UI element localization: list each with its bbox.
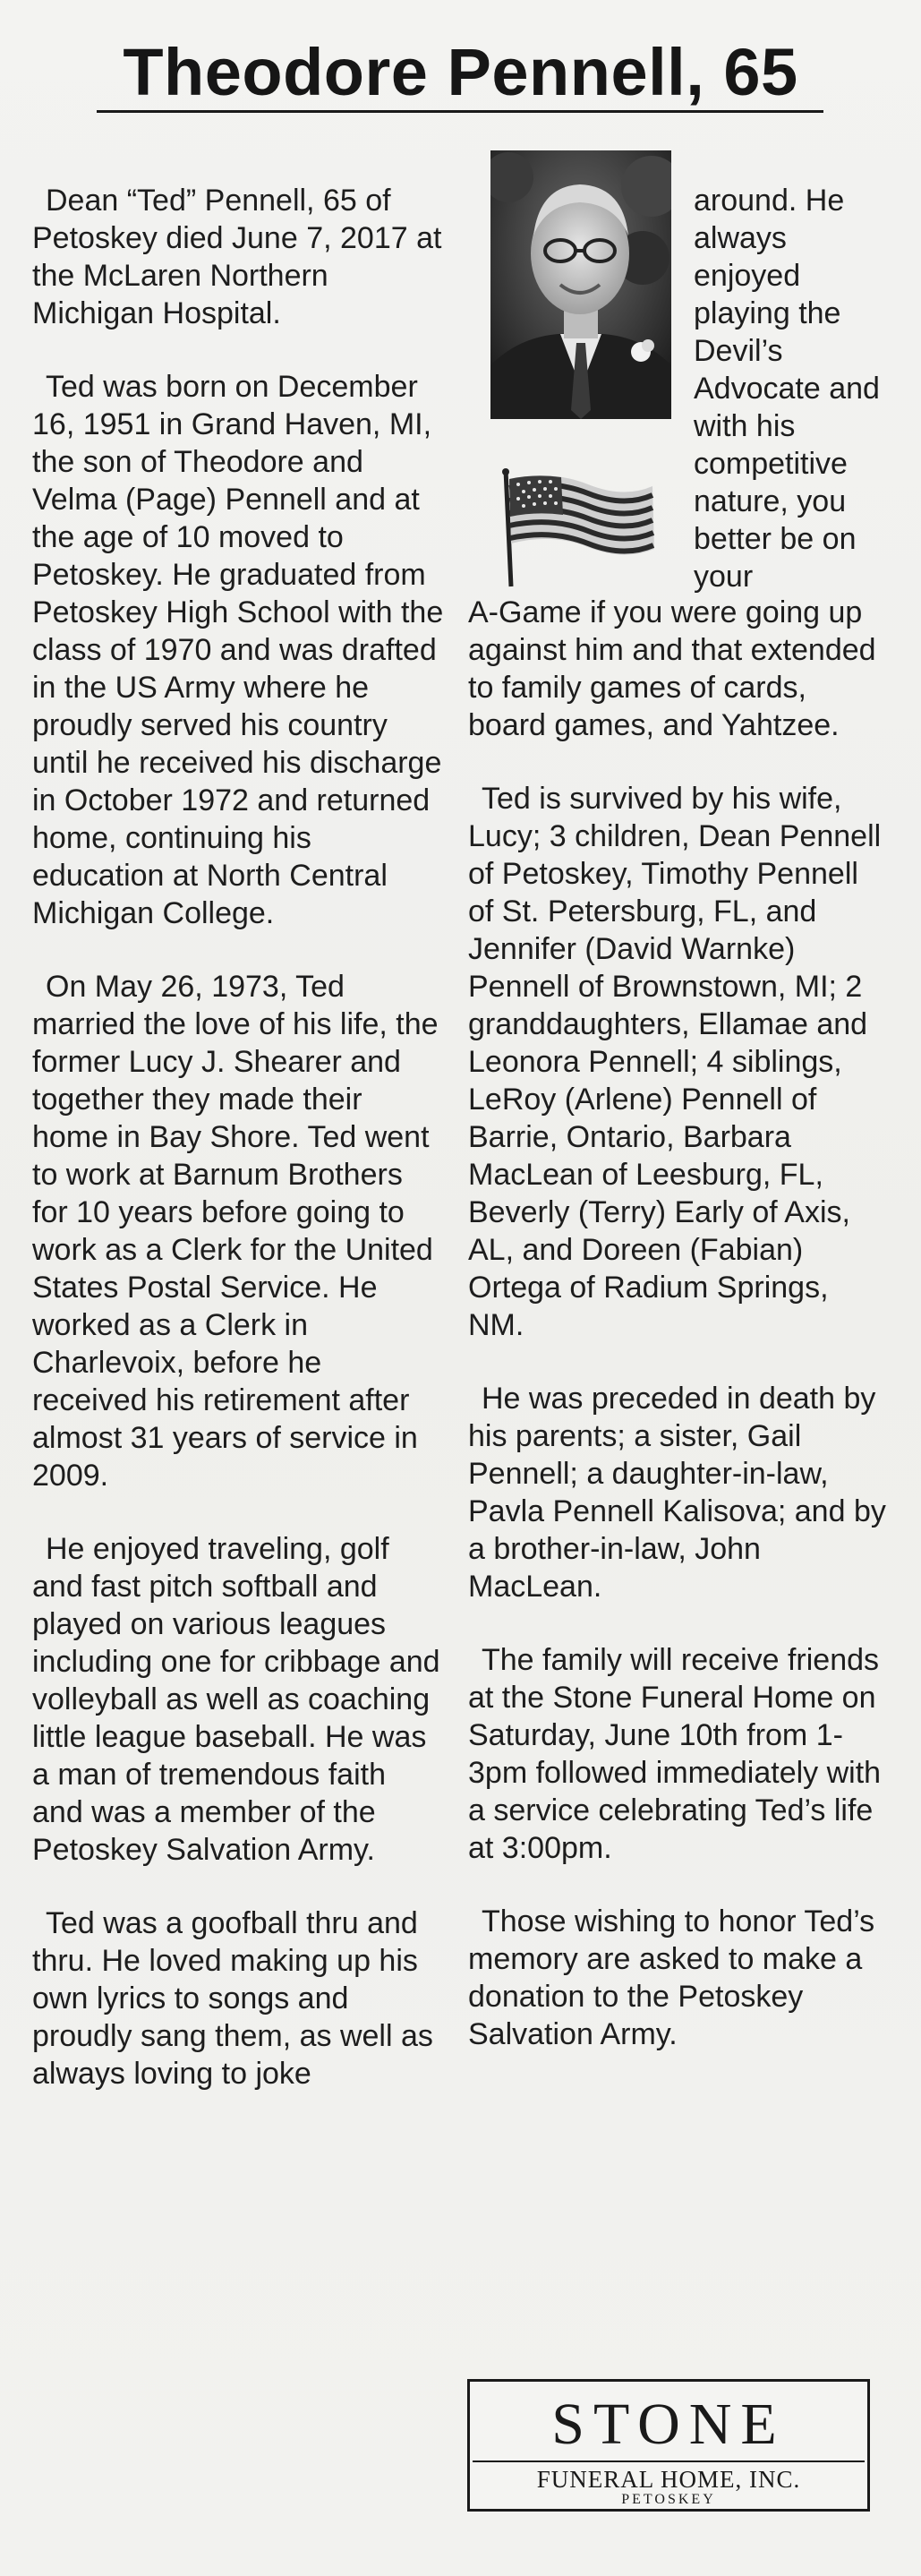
left-column <box>32 182 444 2128</box>
right-column <box>468 594 889 2089</box>
logo-name: STONE <box>551 2392 786 2457</box>
right-top-column <box>694 182 886 631</box>
logo-city: PETOSKEY <box>621 2492 716 2507</box>
paragraph-preceded: He was preceded in death by his parents; a sister, Gail Pennell; a daughter-in-law, Pavla Pennell Kalisova; and by a brother-in-law, John MacLean. <box>468 1382 886 1604</box>
paragraph-services: The family will receive friends at the Stone Funeral Home on Saturday, June 10th from 1-3pm followed immediately with a service celebrating Ted’s life at 3:00pm. <box>468 1643 882 1865</box>
paragraph-personality-continued: around. He always enjoyed playing the Devil’s Advocate and with his competitive nature, you better be on your <box>694 184 880 594</box>
obituary-title: Theodore Pennell, 65 <box>123 35 798 109</box>
paragraph-personality-end: A-Game if you were going up against him and that extended to family games of cards, board games, and Yahtzee. <box>468 595 876 742</box>
paragraph-marriage-career: On May 26, 1973, Ted married the love of his life, the former Lucy J. Shearer and together they made their home in Bay Shore. Ted went to work at Barnum Brothers for 10 years before going to work as a Clerk for the United States Postal Service. He worked as a Clerk in Charlevoix, before he received his retirement after almost 31 years of service in 2009. <box>32 970 439 1493</box>
paragraph-personality: Ted was a goofball thru and thru. He loved making up his own lyrics to songs and proudly sang them, as well as always loving to joke <box>32 1906 433 2091</box>
logo-divider <box>473 2460 865 2462</box>
paragraph-hobbies: He enjoyed traveling, golf and fast pitch softball and played on various leagues including one for cribbage and volleyball as well as coaching little league baseball. He was a man of tremendous faith and was a member of the Petoskey Salvation Army. <box>32 1532 440 1867</box>
paragraph-memorials: Those wishing to honor Ted’s memory are asked to make a donation to the Petoskey Salvation Army. <box>468 1904 875 2051</box>
title-underline <box>97 110 823 113</box>
paragraph-early-life: Ted was born on December 16, 1951 in Grand Haven, MI, the son of Theodore and Velma (Page) Pennell and at the age of 10 moved to Petoskey. He graduated from Petoskey High School with the class of 1970 and was drafted in the US Army where he proudly served his country until he received his discharge in October 1972 and returned home, continuing his education at North Central Michigan College. <box>32 370 444 930</box>
portrait-photo <box>490 150 671 419</box>
american-flag-icon <box>499 468 660 589</box>
paragraph-death-notice: Dean “Ted” Pennell, 65 of Petoskey died June 7, 2017 at the McLaren Northern Michigan Hospital. <box>32 184 442 330</box>
funeral-home-logo <box>467 2379 870 2512</box>
paragraph-survivors: Ted is survived by his wife, Lucy; 3 children, Dean Pennell of Petoskey, Timothy Pennell of St. Petersburg, FL, and Jennifer (David Warnke) Pennell of Brownstown, MI; 2 granddaughters, Ellamae and Leonora Pennell; 4 siblings, LeRoy (Arlene) Pennell of Barrie, Ontario, Barbara MacLean of Leesburg, FL, Beverly (Terry) Early of Axis, AL, and Doreen (Fabian) Ortega of Radium Springs, NM. <box>468 782 882 1342</box>
logo-subtitle: FUNERAL HOME, INC. <box>536 2466 801 2493</box>
